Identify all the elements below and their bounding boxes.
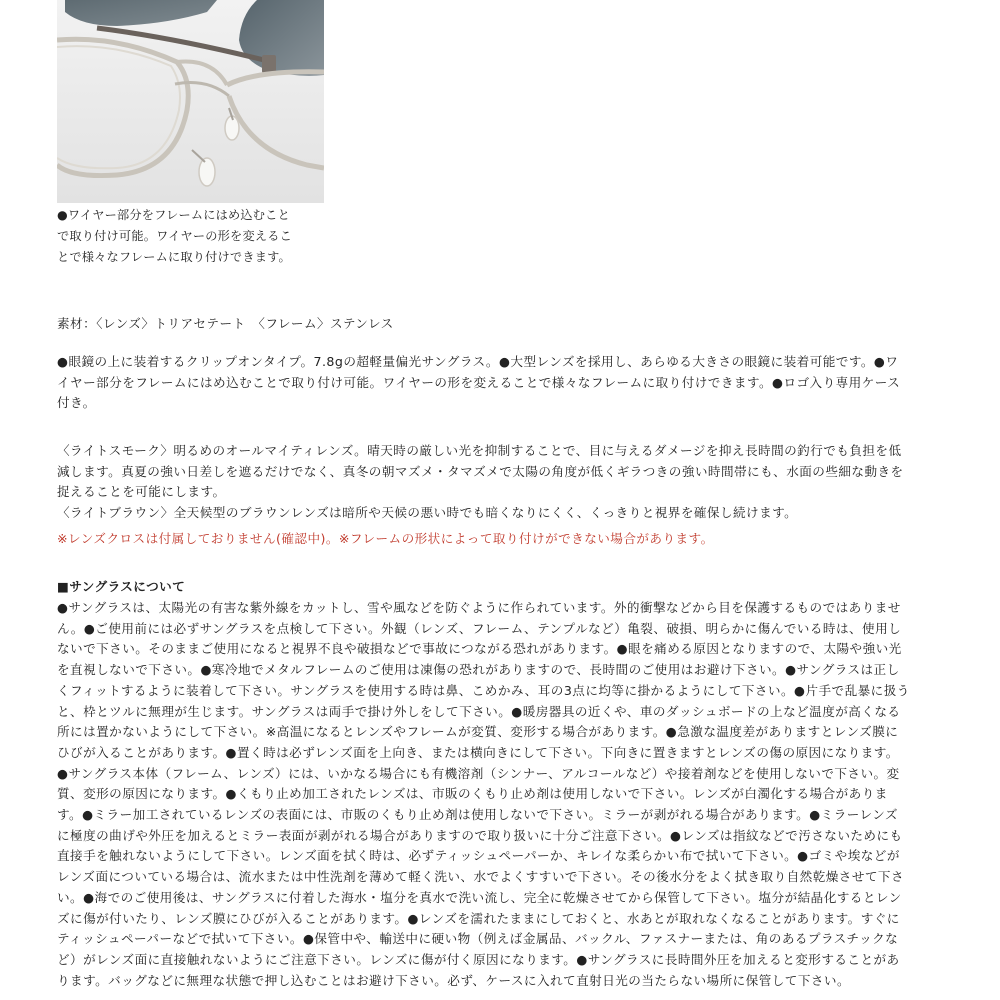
description-line: ●眼鏡の上に装着するクリップオンタイプ。7.8gの超軽量偏光サングラス。●大型レンズを採用し、あらゆる大きさの眼鏡に装着可能です。●ワ (57, 354, 899, 369)
clip-on-sunglasses-image (57, 0, 324, 203)
care-line: ●サングラス本体（フレーム、レンズ）には、いかなる場合にも有機溶剤（シンナー、アルコールなど）や接着剤などを使用しないで下さい。変 (57, 765, 900, 781)
description-line: イヤー部分をフレームにはめ込むことで取り付け可能。ワイヤーの形を変えることで様々なフレームに取り付けできます。●ロゴ入り専用ケース (57, 374, 901, 390)
caption-line: で取り付け可能。ワイヤーの形を変えるこ (57, 229, 292, 243)
product-description (57, 352, 947, 414)
caption-line: とで様々なフレームに取り付けできます。 (57, 250, 291, 264)
sunglasses-care-text (57, 598, 947, 991)
care-line: ひびが入ることがあります。●置く時は必ずレンズ面を上向き、または横向きにして下さい。下向きに置きますとレンズの傷の原因になります。 (57, 744, 899, 760)
caption-line: ●ワイヤー部分をフレームにはめ込むこと (57, 208, 290, 222)
lens-description (57, 441, 947, 524)
care-line: 所には置かないようにして下さい。※高温になるとレンズやフレームが変質、変形する場合があります。●急激な温度差がありますとレンズ膜に (57, 724, 899, 740)
care-line: レンズ面についている場合は、流水または中性洗剤を薄めて軽く洗い、水でよくすすいで下さい。その後水分をよく拭き取り自然乾燥させて下さ (57, 869, 905, 885)
care-line: ど）がレンズ面に直接触れないようにご注意下さい。レンズに傷が付く原因になります。●サングラスに長時間外圧を加えると変形することがあ (57, 951, 900, 967)
care-line: ズに傷が付いたり、レンズ膜にひびが入ることがあります。●レンズを濡れたままにしておくと、水あとが取れなくなることがあります。すぐに (57, 910, 900, 926)
material-text: 素材：〈レンズ〉トリアセテート 〈フレーム〉ステンレス (57, 316, 394, 331)
photo-caption (57, 205, 323, 268)
care-line: くフィットするように装着して下さい。サングラスを使用する時は鼻、こめかみ、耳の3点に均等に掛かるようにして下さい。●片手で乱暴に扱う (57, 682, 910, 698)
care-line: す。●ミラー加工されているレンズの表面には、市販のくもり止め剤は使用しないで下さい。ミラーが剥がれる場合があります。●ミラーレンズ (57, 807, 898, 823)
care-line: を直視しないで下さい。●寒冷地でメタルフレームのご使用は凍傷の恐れがありますので、長時間のご使用はお避け下さい。●サングラスは正し (57, 662, 900, 678)
care-line: 質、変形の原因になります。●くもり止め加工されたレンズは、市販のくもり止め剤は使用しないで下さい。レンズが白濁化する場合がありま (57, 786, 888, 802)
care-line: 直接手を触れないようにして下さい。レンズ面を拭く時は、必ずティッシュペーパーか、キレイな柔らかい布で拭いて下さい。●ゴミや埃などが (57, 848, 900, 864)
description-line: 付き。 (57, 395, 96, 411)
care-line: ティッシュペーパーなどで拭いて下さい。●保管中や、輸送中に硬い物（例えば金属品、バックル、ファスナーまたは、角のあるプラスチックな (57, 931, 899, 947)
lens-line: 〈ライトスモーク〉明るめのオールマイティレンズ。晴天時の厳しい光を抑制することで、目に与えるダメージを抑え長時間の釣行でも負担を低 (57, 443, 902, 458)
sunglasses-heading: ■サングラスについて (57, 579, 186, 594)
product-photo (57, 0, 324, 203)
lens-line: 減します。真夏の強い日差しを遮るだけでなく、真冬の朝マズメ・タマズメで太陽の角度が低くギラつきの強い時間帯にも、水面の些細な動きを (57, 463, 904, 479)
care-line: と、枠とツルに無理が生じます。サングラスは両手で掛け外しをして下さい。●暖房器具の近くや、車のダッシュボードの上など温度が高くなる (57, 703, 901, 719)
care-line: ●サングラスは、太陽光の有害な紫外線をカットし、雪や風などを防ぐように作られています。外的衝撃などから目を保護するものではありませ (57, 600, 901, 615)
notice-text: ※レンズクロスは付属しておりません(確認中)。※フレームの形状によって取り付けができない場合があります。 (57, 531, 714, 546)
care-line: ないで下さい。そのままご使用になると視界不良や破損などで事故につながる恐れがあります。●眼を痛める原因となりますので、太陽や強い光 (57, 641, 902, 657)
care-line: い。●海でのご使用後は、サングラスに付着した海水・塩分を真水で洗い流し、完全に乾燥させてから保管して下さい。塩分が結晶化するとレン (57, 889, 902, 905)
care-line: に極度の曲げや外圧を加えるとミラー表面が剥がれる場合がありますので取り扱いに十分ご注意下さい。●レンズは指紋などで汚さないためにも (57, 827, 903, 843)
care-line: ります。バッグなどに無理な状態で押し込むことはお避け下さい。必ず、ケースに入れて直射日光の当たらない場所に保管して下さい。 (57, 972, 851, 988)
lens-line: 捉えることを可能にします。 (57, 484, 226, 500)
care-line: ん。●ご使用前には必ずサングラスを点検して下さい。外観（レンズ、フレーム、テンプルなど）亀裂、破損、明らかに傷んでいる時は、使用し (57, 620, 902, 636)
lens-line: 〈ライトブラウン〉全天候型のブラウンレンズは暗所や天候の悪い時でも暗くなりにくく、くっきりと視界を確保し続けます。 (57, 505, 798, 521)
